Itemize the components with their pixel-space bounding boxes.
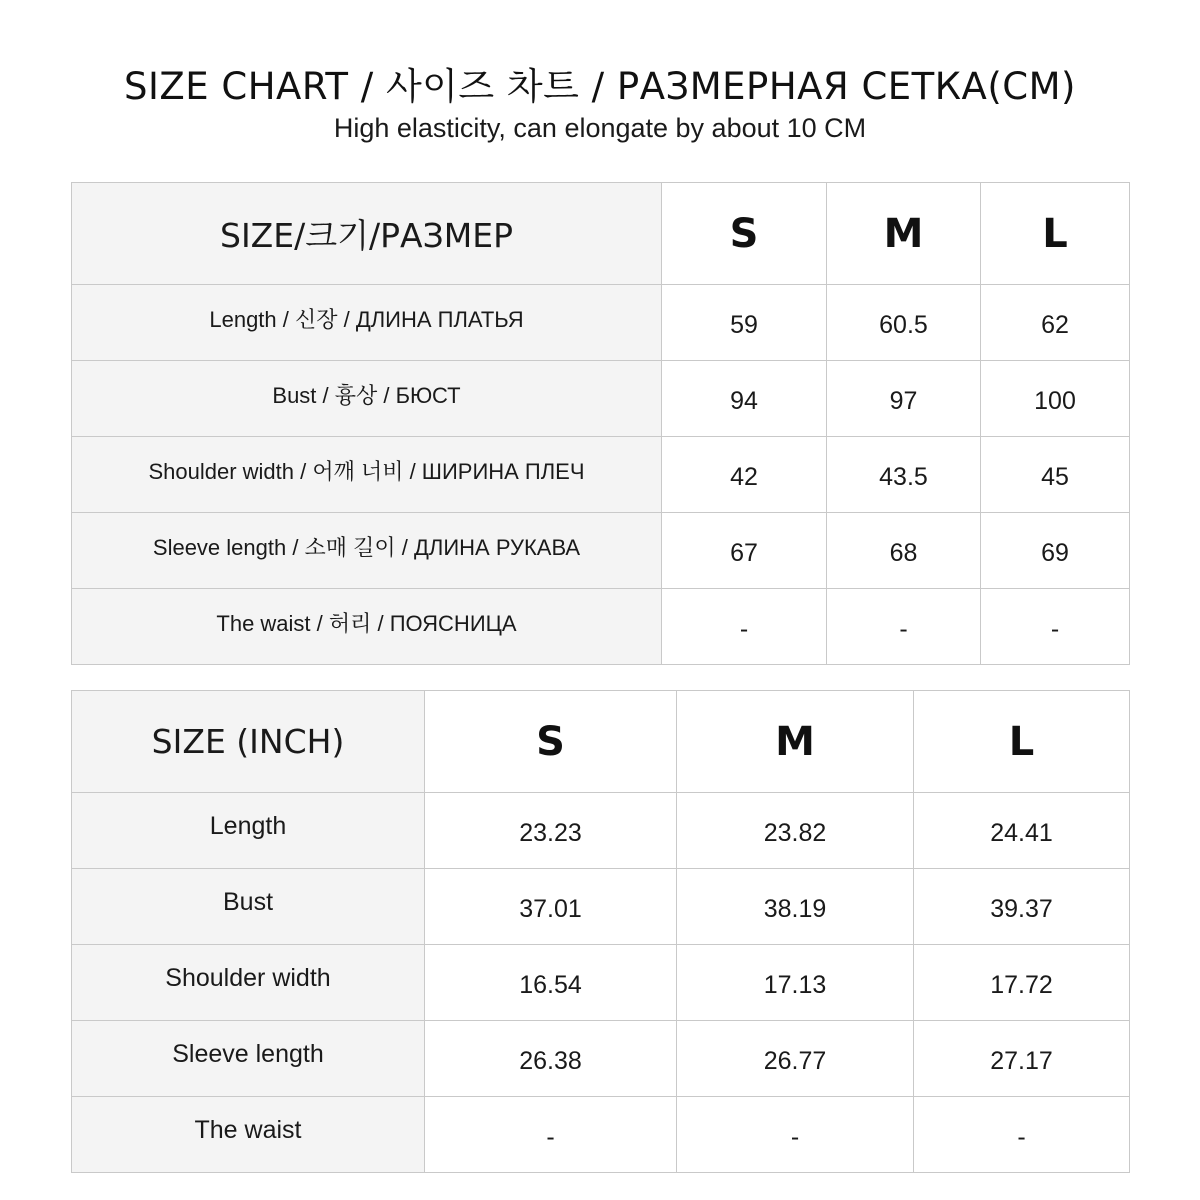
header-size-s: S <box>425 691 677 793</box>
page-subtitle: High elasticity, can elongate by about 10 CM <box>333 113 867 143</box>
value-cell: 68 <box>827 513 981 589</box>
value-cell: 17.72 <box>914 945 1130 1021</box>
table-row-sleeve-length <box>72 1021 1130 1097</box>
value-cell: 23.82 <box>677 793 914 869</box>
header-size-l: L <box>981 183 1130 285</box>
value-cell: 59 <box>662 285 827 361</box>
value-cell: - <box>677 1097 914 1173</box>
header-size-label: SIZE (INCH) <box>72 691 425 793</box>
value-cell: 42 <box>662 437 827 513</box>
value-cell: 26.38 <box>425 1021 677 1097</box>
value-cell: 23.23 <box>425 793 677 869</box>
value-cell: 45 <box>981 437 1130 513</box>
value-cell: - <box>827 589 981 665</box>
table-row-length <box>72 793 1130 869</box>
page-title: SIZE CHART / 사이즈 차트 / РАЗМЕРНАЯ СЕТКА(CM) <box>123 65 1076 108</box>
row-label: Sleeve length <box>72 1021 425 1097</box>
header-size-l: L <box>914 691 1130 793</box>
table-row-bust <box>72 361 1130 437</box>
table-row-bust <box>72 869 1130 945</box>
table-row-sleeve-length <box>72 513 1130 589</box>
row-label: Shoulder width / 어깨 너비 / ШИРИНА ПЛЕЧ <box>72 437 662 513</box>
table-header-row <box>72 691 1130 793</box>
table-row-shoulder-width <box>72 945 1130 1021</box>
value-cell: 43.5 <box>827 437 981 513</box>
table-row-waist <box>72 589 1130 665</box>
value-cell: 67 <box>662 513 827 589</box>
header-size-label: SIZE/크기/РАЗМЕР <box>72 183 662 285</box>
row-label: Length / 신장 / ДЛИНА ПЛАТЬЯ <box>72 285 662 361</box>
value-cell: 27.17 <box>914 1021 1130 1097</box>
value-cell: 26.77 <box>677 1021 914 1097</box>
value-cell: - <box>662 589 827 665</box>
value-cell: 100 <box>981 361 1130 437</box>
table-header-row <box>72 183 1130 285</box>
table-row-shoulder-width <box>72 437 1130 513</box>
row-label: Bust <box>72 869 425 945</box>
value-cell: 16.54 <box>425 945 677 1021</box>
header-size-m: M <box>827 183 981 285</box>
value-cell: 39.37 <box>914 869 1130 945</box>
value-cell: 69 <box>981 513 1130 589</box>
row-label: The waist <box>72 1097 425 1173</box>
value-cell: - <box>914 1097 1130 1173</box>
value-cell: 17.13 <box>677 945 914 1021</box>
value-cell: - <box>425 1097 677 1173</box>
table-row-waist <box>72 1097 1130 1173</box>
size-table-cm <box>71 182 1130 665</box>
row-label: Shoulder width <box>72 945 425 1021</box>
value-cell: 24.41 <box>914 793 1130 869</box>
value-cell: 94 <box>662 361 827 437</box>
value-cell: 62 <box>981 285 1130 361</box>
table-row-length <box>72 285 1130 361</box>
row-label: Sleeve length / 소매 길이 / ДЛИНА РУКАВА <box>72 513 662 589</box>
value-cell: - <box>981 589 1130 665</box>
row-label: The waist / 허리 / ПОЯСНИЦА <box>72 589 662 665</box>
header-size-m: M <box>677 691 914 793</box>
value-cell: 97 <box>827 361 981 437</box>
value-cell: 60.5 <box>827 285 981 361</box>
header-size-s: S <box>662 183 827 285</box>
size-table-inch <box>71 690 1130 1173</box>
row-label: Length <box>72 793 425 869</box>
row-label: Bust / 흉상 / БЮСТ <box>72 361 662 437</box>
value-cell: 38.19 <box>677 869 914 945</box>
value-cell: 37.01 <box>425 869 677 945</box>
